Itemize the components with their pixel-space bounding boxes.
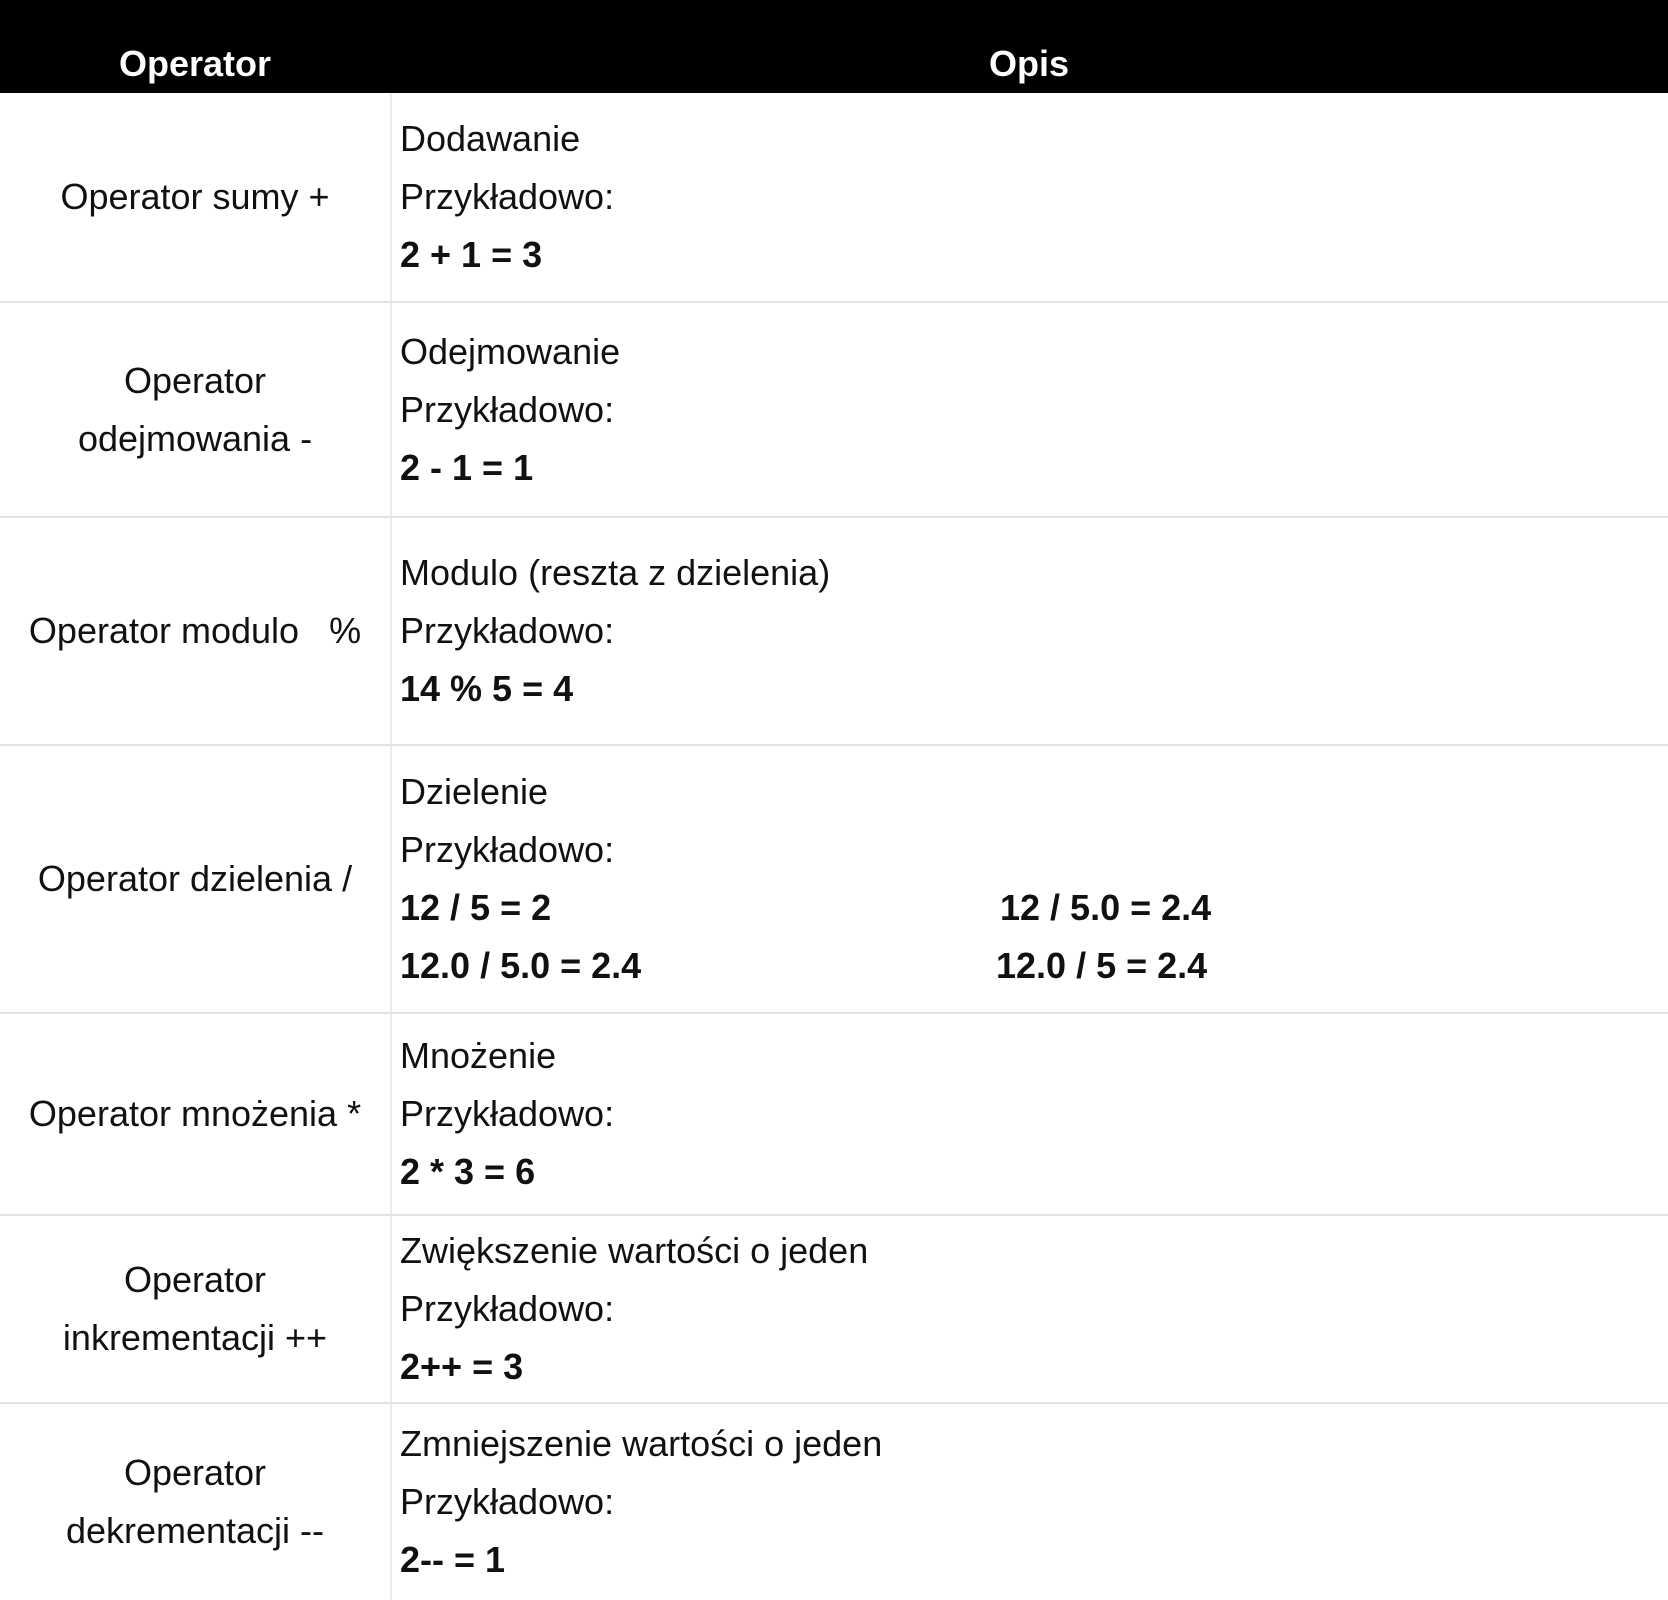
operation-name: Dzielenie: [400, 771, 549, 812]
example-pair: [400, 879, 1660, 937]
operator-cell: Operator dekrementacji --: [65, 1452, 325, 1551]
column-divider: [390, 746, 392, 1012]
table-header: [0, 0, 1668, 93]
example-expression: 14 % 5 = 4: [400, 668, 574, 709]
example-expression: 2 + 1 = 3: [400, 234, 543, 275]
operation-name: Dodawanie: [400, 118, 581, 159]
table-row: [0, 1014, 1668, 1216]
table-row: [0, 518, 1668, 746]
example-expression: 2++ = 3: [400, 1346, 524, 1387]
operation-name: Zwiększenie wartości o jeden: [400, 1230, 869, 1271]
operation-name: Odejmowanie: [400, 330, 621, 372]
operator-cell: Operator modulo %: [28, 610, 362, 651]
description-cell: [400, 1404, 1660, 1600]
table-row: [0, 746, 1668, 1014]
header-operator: Operator: [118, 43, 272, 84]
header-opis: Opis: [988, 43, 1069, 84]
operator-cell: Operator dzielenia /: [37, 858, 353, 899]
column-divider: [390, 1216, 392, 1402]
example-label: Przykładowo:: [400, 829, 615, 870]
table-row: [0, 303, 1668, 518]
operator-cell: Operator inkrementacji ++: [62, 1259, 328, 1358]
description-cell: [400, 746, 1660, 1012]
example-pair: [400, 937, 1660, 995]
example-label: Przykładowo:: [400, 1288, 615, 1329]
example-label: Przykładowo:: [400, 1093, 615, 1134]
example-expression: 12.0 / 5 = 2.4: [996, 945, 1208, 986]
description-cell: [400, 518, 1660, 744]
description-cell: [400, 1216, 1660, 1402]
table-row: [0, 1404, 1668, 1600]
column-divider: [390, 518, 392, 744]
description-cell: [400, 1014, 1660, 1214]
example-expression: 12.0 / 5.0 = 2.4: [400, 945, 642, 986]
column-divider: [390, 93, 392, 301]
operator-cell: Operator sumy +: [60, 176, 330, 217]
example-label: Przykładowo:: [400, 388, 615, 430]
column-divider: [390, 1014, 392, 1214]
operation-name: Mnożenie: [400, 1035, 557, 1076]
operation-name: Zmniejszenie wartości o jeden: [400, 1423, 883, 1464]
column-divider: [390, 303, 392, 516]
operator-cell: Operator mnożenia *: [28, 1093, 362, 1134]
example-label: Przykładowo:: [400, 610, 615, 651]
operation-name: Modulo (reszta z dzielenia): [400, 552, 831, 593]
example-expression: 2 - 1 = 1: [400, 446, 534, 488]
column-divider: [390, 1404, 392, 1600]
table-row: [0, 1216, 1668, 1404]
example-expression: 12 / 5 = 2: [400, 887, 552, 928]
table-row: [0, 93, 1668, 303]
example-label: Przykładowo:: [400, 1481, 615, 1522]
example-expression: 2 * 3 = 6: [400, 1151, 536, 1192]
description-cell: [400, 93, 1660, 301]
example-expression: 12 / 5.0 = 2.4: [1000, 887, 1212, 928]
example-expression: 2-- = 1: [400, 1539, 506, 1580]
example-label: Przykładowo:: [400, 176, 615, 217]
operator-cell: Operator odejmowania -: [77, 359, 313, 459]
description-cell: [400, 303, 1660, 516]
